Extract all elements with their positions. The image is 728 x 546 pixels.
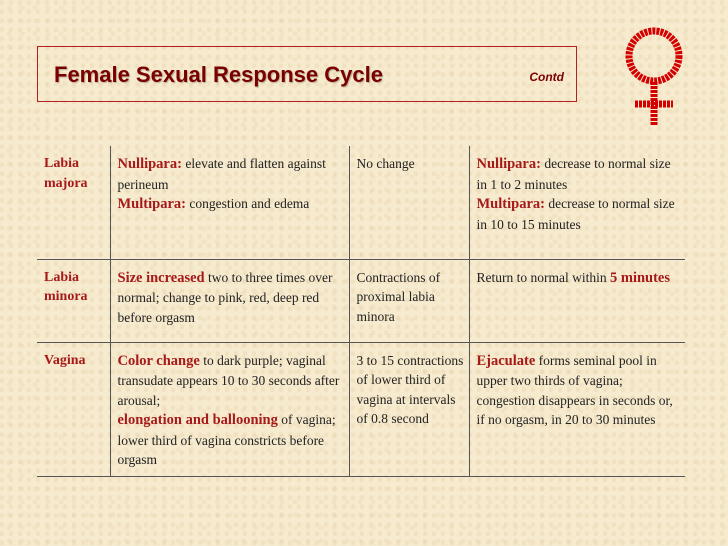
- highlight-text: Nullipara:: [476, 156, 541, 172]
- cell-text: elevate and flatten against perineum: [117, 156, 326, 192]
- table-cell: [349, 342, 469, 476]
- venus-symbol-icon: [616, 22, 692, 128]
- slide-title: Female Sexual Response Cycle: [54, 62, 383, 87]
- row-label: Labia majora: [37, 146, 110, 259]
- highlight-text: Multipara:: [476, 196, 545, 212]
- highlight-text: Nullipara:: [117, 156, 182, 172]
- cell-text: 3 to 15 contractions of lower third of vagina at intervals of 0.8 second: [356, 352, 464, 426]
- table-cell: [349, 259, 469, 342]
- table-cell: [469, 259, 685, 342]
- cell-text: No change: [356, 156, 415, 171]
- response-table: [37, 146, 685, 477]
- table-row: [37, 259, 685, 342]
- table-row: [37, 146, 685, 259]
- highlight-text: Multipara:: [117, 196, 186, 212]
- cell-text: two to three times over normal; change to pink, red, deep red before orgasm: [117, 269, 333, 325]
- cell-text: Return to normal within: [476, 269, 610, 285]
- table-cell: [110, 259, 349, 342]
- cell-text: Contractions of proximal labia minora: [356, 269, 441, 324]
- title-box: [37, 46, 577, 102]
- table-cell: [469, 146, 685, 259]
- contd-tag: Contd: [529, 70, 564, 84]
- highlight-text: Size increased: [117, 269, 205, 286]
- table-row: [37, 342, 685, 476]
- row-label: Vagina: [37, 342, 110, 476]
- highlight-text: 5 minutes: [609, 269, 671, 286]
- cell-text: of vagina; lower third of vagina constricts before orgasm: [117, 412, 336, 467]
- cell-text: to dark purple; vaginal transudate appears 10 to 30 seconds after arousal;: [117, 352, 340, 408]
- cell-text: decrease to normal size in 10 to 15 minutes: [476, 196, 675, 232]
- table-cell: [469, 342, 685, 476]
- table-cell: [349, 146, 469, 259]
- table-cell: [110, 146, 349, 259]
- cell-text: congestion and edema: [185, 196, 310, 211]
- highlight-text: Color change: [117, 352, 200, 369]
- cell-text: decrease to normal size in 1 to 2 minutes: [476, 156, 671, 192]
- highlight-text: Ejaculate: [476, 352, 536, 369]
- row-label: Labia minora: [37, 259, 110, 342]
- highlight-text: elongation and ballooning: [117, 412, 278, 428]
- table-cell: [110, 342, 349, 476]
- cell-text: forms seminal pool in upper two thirds of vagina; congestion disappears in seconds or, if no orgasm, in 20 to 30 minutes: [476, 352, 673, 427]
